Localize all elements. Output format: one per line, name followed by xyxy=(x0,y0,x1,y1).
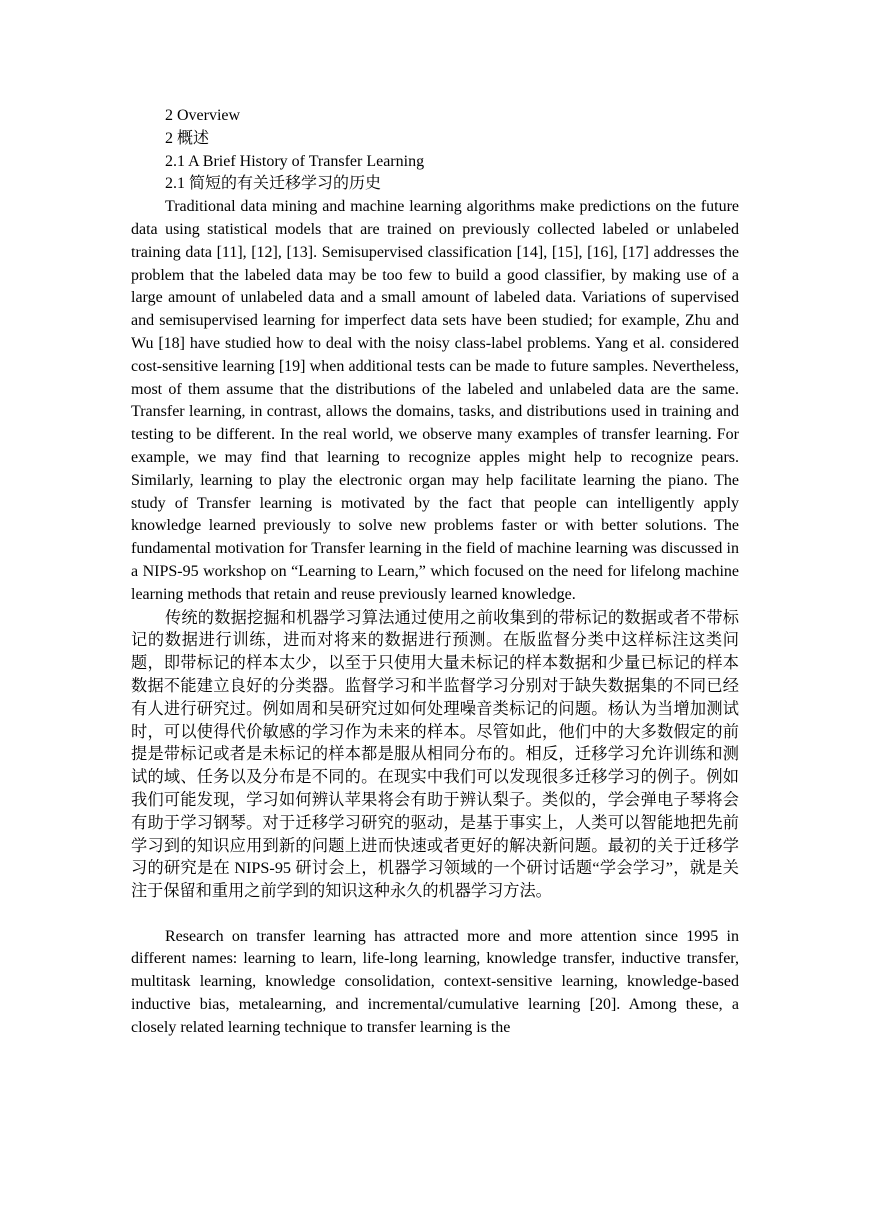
subsection-heading-history-zh: 2.1 简短的有关迁移学习的历史 xyxy=(165,175,382,193)
paragraph-research-en: Research on transfer learning has attracted more and more attention since 1995 in different names: learning to learn, life-long learning, knowledge transfer, inductive transfer, multitask learning, knowledge consolidation, context-sensitive learning, knowledge-based inductive bias, metalearning, and incremental/cumulative learning [20]. Among these, a closely related learning technique to transfer learning is the xyxy=(131,927,739,1036)
document-page xyxy=(131,105,739,1040)
section-heading-overview-zh: 2 概述 xyxy=(165,129,210,147)
paragraph-history-en: Traditional data mining and machine learning algorithms make predictions on the future data using statistical models that are trained on previously collected labeled or unlabeled training data [11], [12], [13]. Semisupervised classification [14], [15], [16], [17] addresses the problem that the labeled data may be too few to build a good classifier, by making use of a large amount of unlabeled data and a small amount of labeled data. Variations of supervised and semisupervised learning for imperfect data sets have been studied; for example, Zhu and Wu [18] have studied how to deal with the noisy class-label problems. Yang et al. considered cost-sensitive learning [19] when additional tests can be made to future samples. Nevertheless, most of them assume that the distributions of the labeled and unlabeled data are the same. Transfer learning, in contrast, allows the domains, tasks, and distributions used in training and testing to be different. In the real world, we observe many examples of transfer learning. For example, we may find that learning to recognize apples might help to recognize pears. Similarly, learning to play the electronic organ may help facilitate learning the piano. The study of Transfer learning is motivated by the fact that people can intelligently apply knowledge learned previously to solve new problems faster or with better solutions. The fundamental motivation for Transfer learning in the field of machine learning was discussed in a NIPS-95 workshop on “Learning to Learn,” which focused on the need for lifelong machine learning methods that retain and reuse previously learned knowledge. xyxy=(131,198,739,603)
paragraph-spacer xyxy=(131,903,739,926)
subsection-heading-history-en: 2.1 A Brief History of Transfer Learning xyxy=(165,152,425,170)
section-heading-overview-en: 2 Overview xyxy=(165,107,241,124)
paragraph-history-zh: 传统的数据挖掘和机器学习算法通过使用之前收集到的带标记的数据或者不带标记的数据进行训练，进而对将来的数据进行预测。在版监督分类中这样标注这类问题，即带标记的样本太少，以至于只使用大量未标记的样本数据和少量已标记的样本数据不能建立良好的分类器。监督学习和半监督学习分别对于缺失数据集的不同已经有人进行研究过。例如周和吴研究过如何处理噪音类标记的问题。杨认为当增加测试时，可以使得代价敏感的学习作为未来的样本。尽管如此，他们中的大多数假定的前提是带标记或者是未标记的样本都是服从相同分布的。相反，迁移学习允许训练和测试的域、任务以及分布是不同的。在现实中我们可以发现很多迁移学习的例子。例如我们可能发现，学习如何辨认苹果将会有助于辨认梨子。类似的，学会弹电子琴将会有助于学习钢琴。对于迁移学习研究的驱动，是基于事实上，人类可以智能地把先前学习到的知识应用到新的问题上进而快速或者更好的解决新问题。最初的关于迁移学习的研究是在 NIPS-95 研讨会上，机器学习领域的一个研讨话题“学会学习”，就是关注于保留和重用之前学到的知识这种永久的机器学习方法。 xyxy=(131,608,739,901)
